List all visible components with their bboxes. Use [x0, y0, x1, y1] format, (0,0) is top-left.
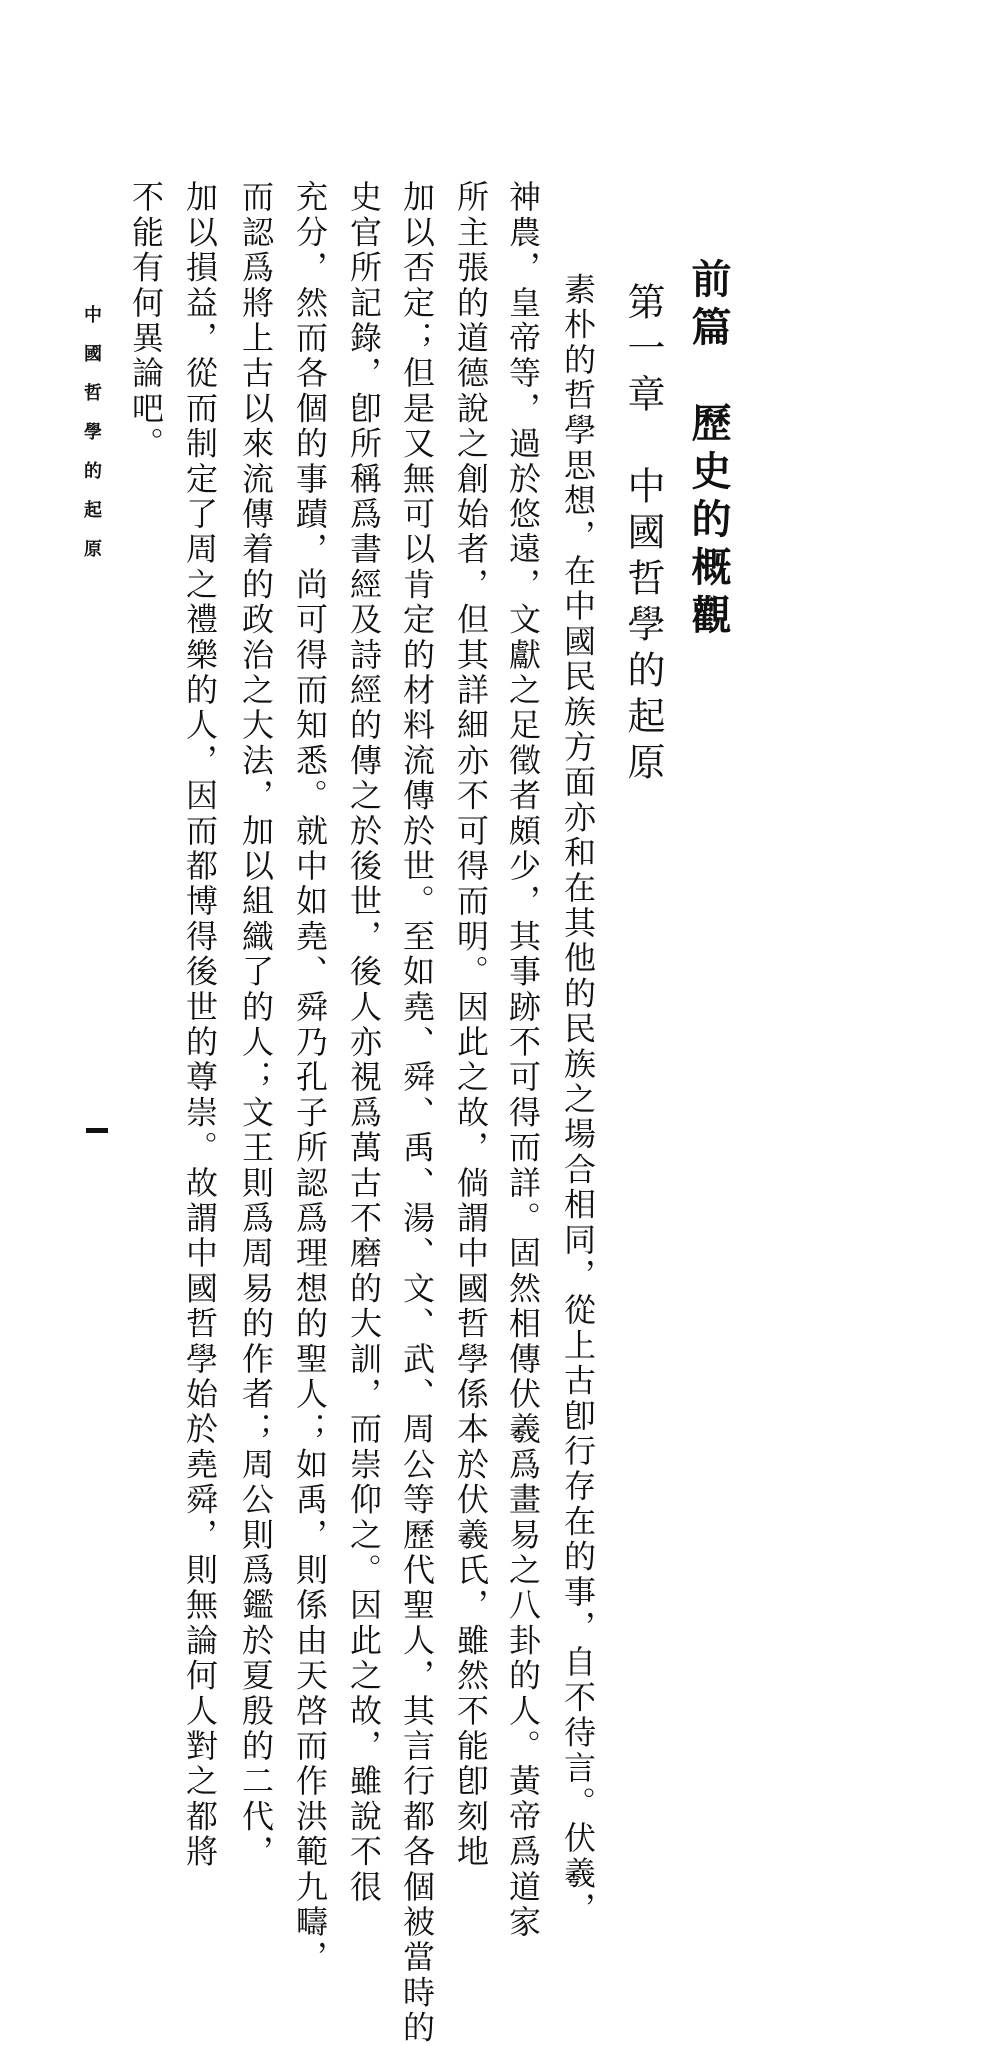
- page-number: [86, 1128, 108, 1133]
- body-column: 素朴的哲學思想，在中國民族方面亦和在其他的民族之場合相同，從上古卽行存在的事，自不待言。伏羲，: [559, 237, 597, 1927]
- running-head: 中國哲學的起原: [81, 305, 102, 578]
- body-column: 充分，然而各個的事蹟，尚可得而知悉。就中如堯、舜乃孔子所認爲理想的聖人；如禹，則係由天啓而作洪範九疇，: [291, 180, 329, 1976]
- body-column: 神農，皇帝等，過於悠遠，文獻之足徵者頗少，其事跡不可得而詳。固然相傳伏羲爲畫易之八卦的人。黃帝爲道家: [504, 180, 542, 1940]
- body-column: 加以否定；但是又無可以肯定的材料流傳於世。至如堯、舜、禹、湯、文、武、周公等歷代聖人，其言行都各個被當時的: [398, 180, 436, 2046]
- part-title: 前篇 歷史的概觀: [685, 258, 732, 642]
- body-column: 不能有何異論吧。: [127, 180, 165, 462]
- body-column: 史官所記錄，卽所稱爲書經及詩經的傳之於後世，後人亦視爲萬古不磨的大訓，而崇仰之。因此之故，雖說不很: [345, 180, 383, 1905]
- body-column: 所主張的道德說之創始者，但其詳細亦不可得而明。因此之故，倘謂中國哲學係本於伏羲氏，雖然不能卽刻地: [452, 180, 490, 1870]
- chapter-title: 第一章 中國哲學的起原: [621, 282, 665, 788]
- body-column: 而認爲將上古以來流傳着的政治之大法，加以組織了的人；文王則爲周易的作者；周公則爲鑑於夏殷的二代，: [237, 180, 275, 1870]
- body-column: 加以損益，從而制定了周之禮樂的人，因而都博得後世的尊崇。故謂中國哲學始於堯舜，則無論何人對之都將: [181, 180, 219, 1870]
